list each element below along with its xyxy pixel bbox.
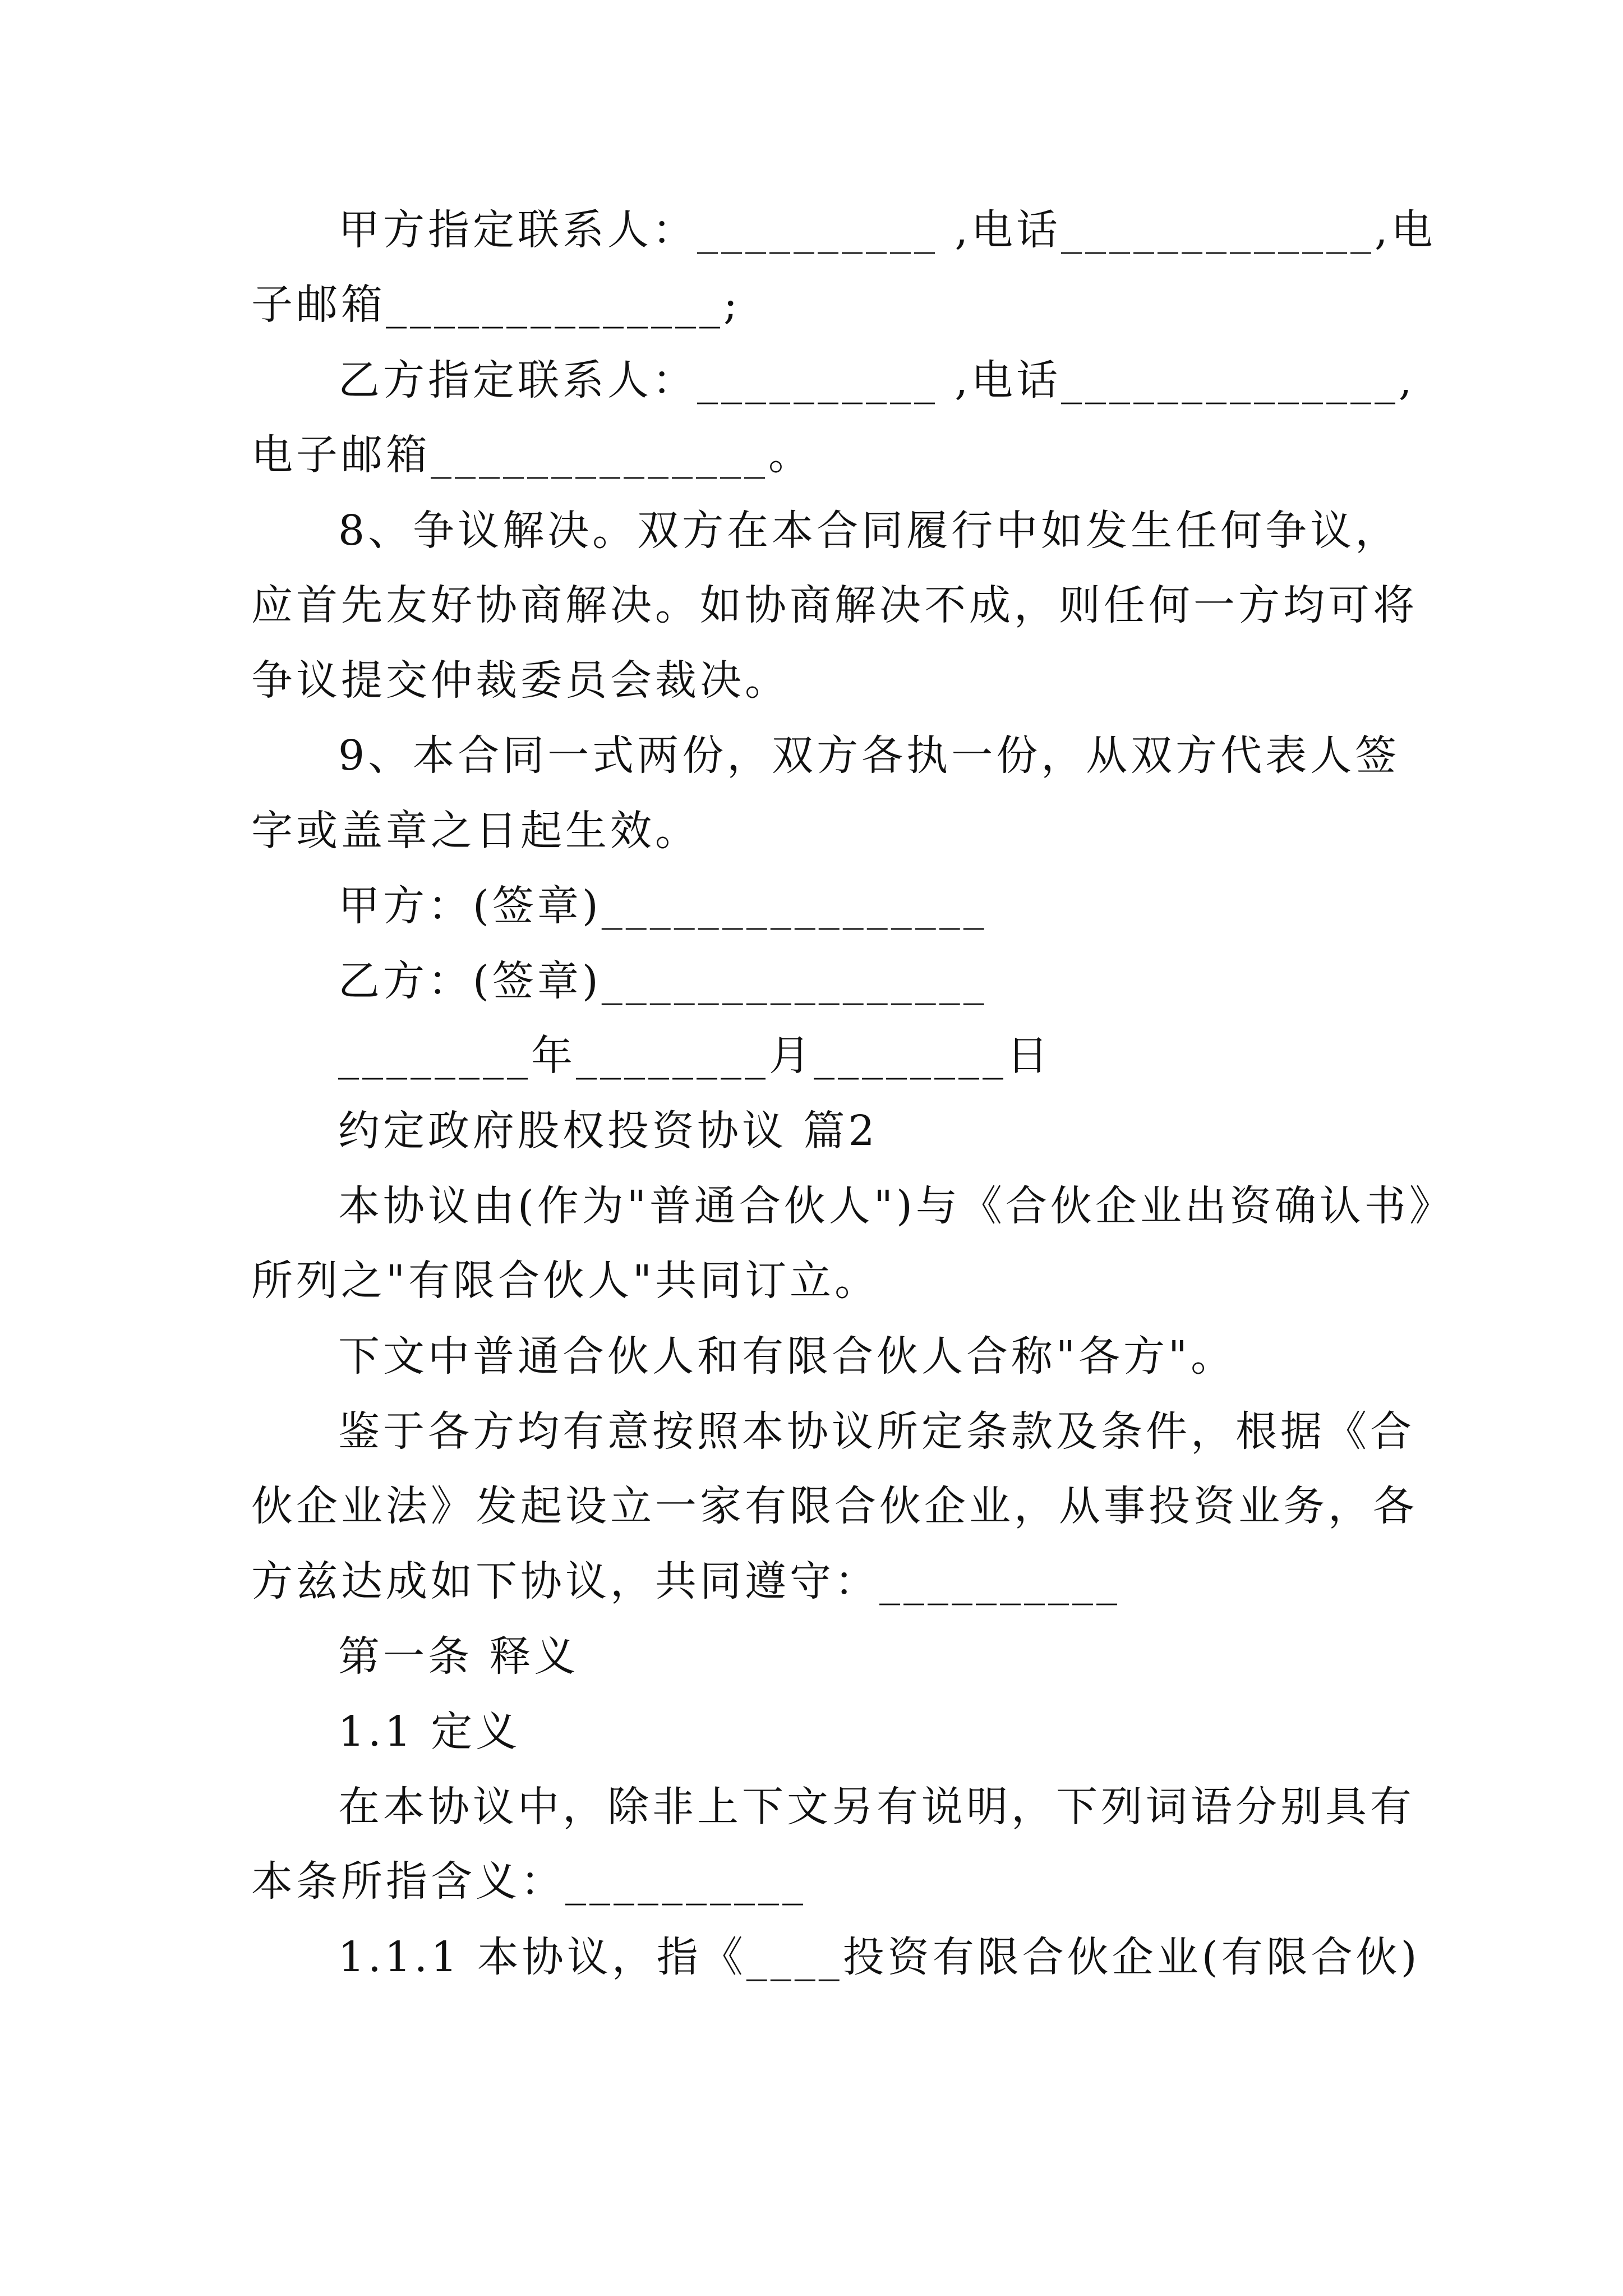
text-line-definition-intro-a: 在本协议中，除非上下文另有说明，下列词语分别具有 bbox=[338, 1783, 1415, 1831]
text-line-recital-c: 方兹达成如下协议，共同遵守：__________ bbox=[251, 1557, 1121, 1605]
text-line-clause-8-a: 8、争议解决。双方在本合同履行中如发生任何争议， bbox=[338, 507, 1400, 555]
text-line-recital-a: 鉴于各方均有意按照本协议所定条款及条件，根据《合 bbox=[338, 1407, 1415, 1456]
text-line-party-a-contact: 甲方指定联系人：__________ ,电话_____________,电 bbox=[338, 206, 1436, 254]
text-line-party-b-contact: 乙方指定联系人：__________ ,电话______________, bbox=[338, 356, 1415, 404]
text-line-party-a-signature: 甲方：(签章)________________ bbox=[338, 882, 988, 930]
text-line-date: ________年________月________日 bbox=[338, 1032, 1052, 1080]
text-line-clause-9-b: 字或盖章之日起生效。 bbox=[251, 807, 700, 855]
text-line-parties-definition: 下文中普通合伙人和有限合伙人合称"各方"。 bbox=[338, 1332, 1236, 1381]
text-line-section-heading: 约定政府股权投资协议 篇2 bbox=[338, 1107, 878, 1155]
text-line-definition-1-1: 1.1 定义 bbox=[338, 1708, 521, 1756]
text-line-clause-8-b: 应首先友好协商解决。如协商解决不成，则任何一方均可将 bbox=[251, 581, 1418, 629]
text-line-party-a-email: 子邮箱______________; bbox=[251, 280, 741, 329]
text-line-party-b-email: 电子邮箱______________。 bbox=[251, 431, 813, 479]
text-line-party-b-signature: 乙方：(签章)________________ bbox=[338, 957, 988, 1005]
text-line-recital-b: 伙企业法》发起设立一家有限合伙企业，从事投资业务，各 bbox=[251, 1482, 1418, 1530]
text-line-clause-8-c: 争议提交仲裁委员会裁决。 bbox=[251, 656, 790, 705]
text-line-agreement-intro-a: 本协议由(作为"普通合伙人")与《合伙企业出资确认书》 bbox=[338, 1182, 1454, 1230]
text-line-clause-9-a: 9、本合同一式两份，双方各执一份，从双方代表人签 bbox=[338, 731, 1400, 780]
text-line-definition-1-1-1: 1.1.1 本协议，指《____投资有限合伙企业(有限合伙) bbox=[338, 1933, 1421, 1981]
text-line-agreement-intro-b: 所列之"有限合伙人"共同订立。 bbox=[251, 1257, 880, 1305]
text-line-article-1: 第一条 释义 bbox=[338, 1632, 579, 1681]
text-line-definition-intro-b: 本条所指含义：__________ bbox=[251, 1857, 806, 1906]
